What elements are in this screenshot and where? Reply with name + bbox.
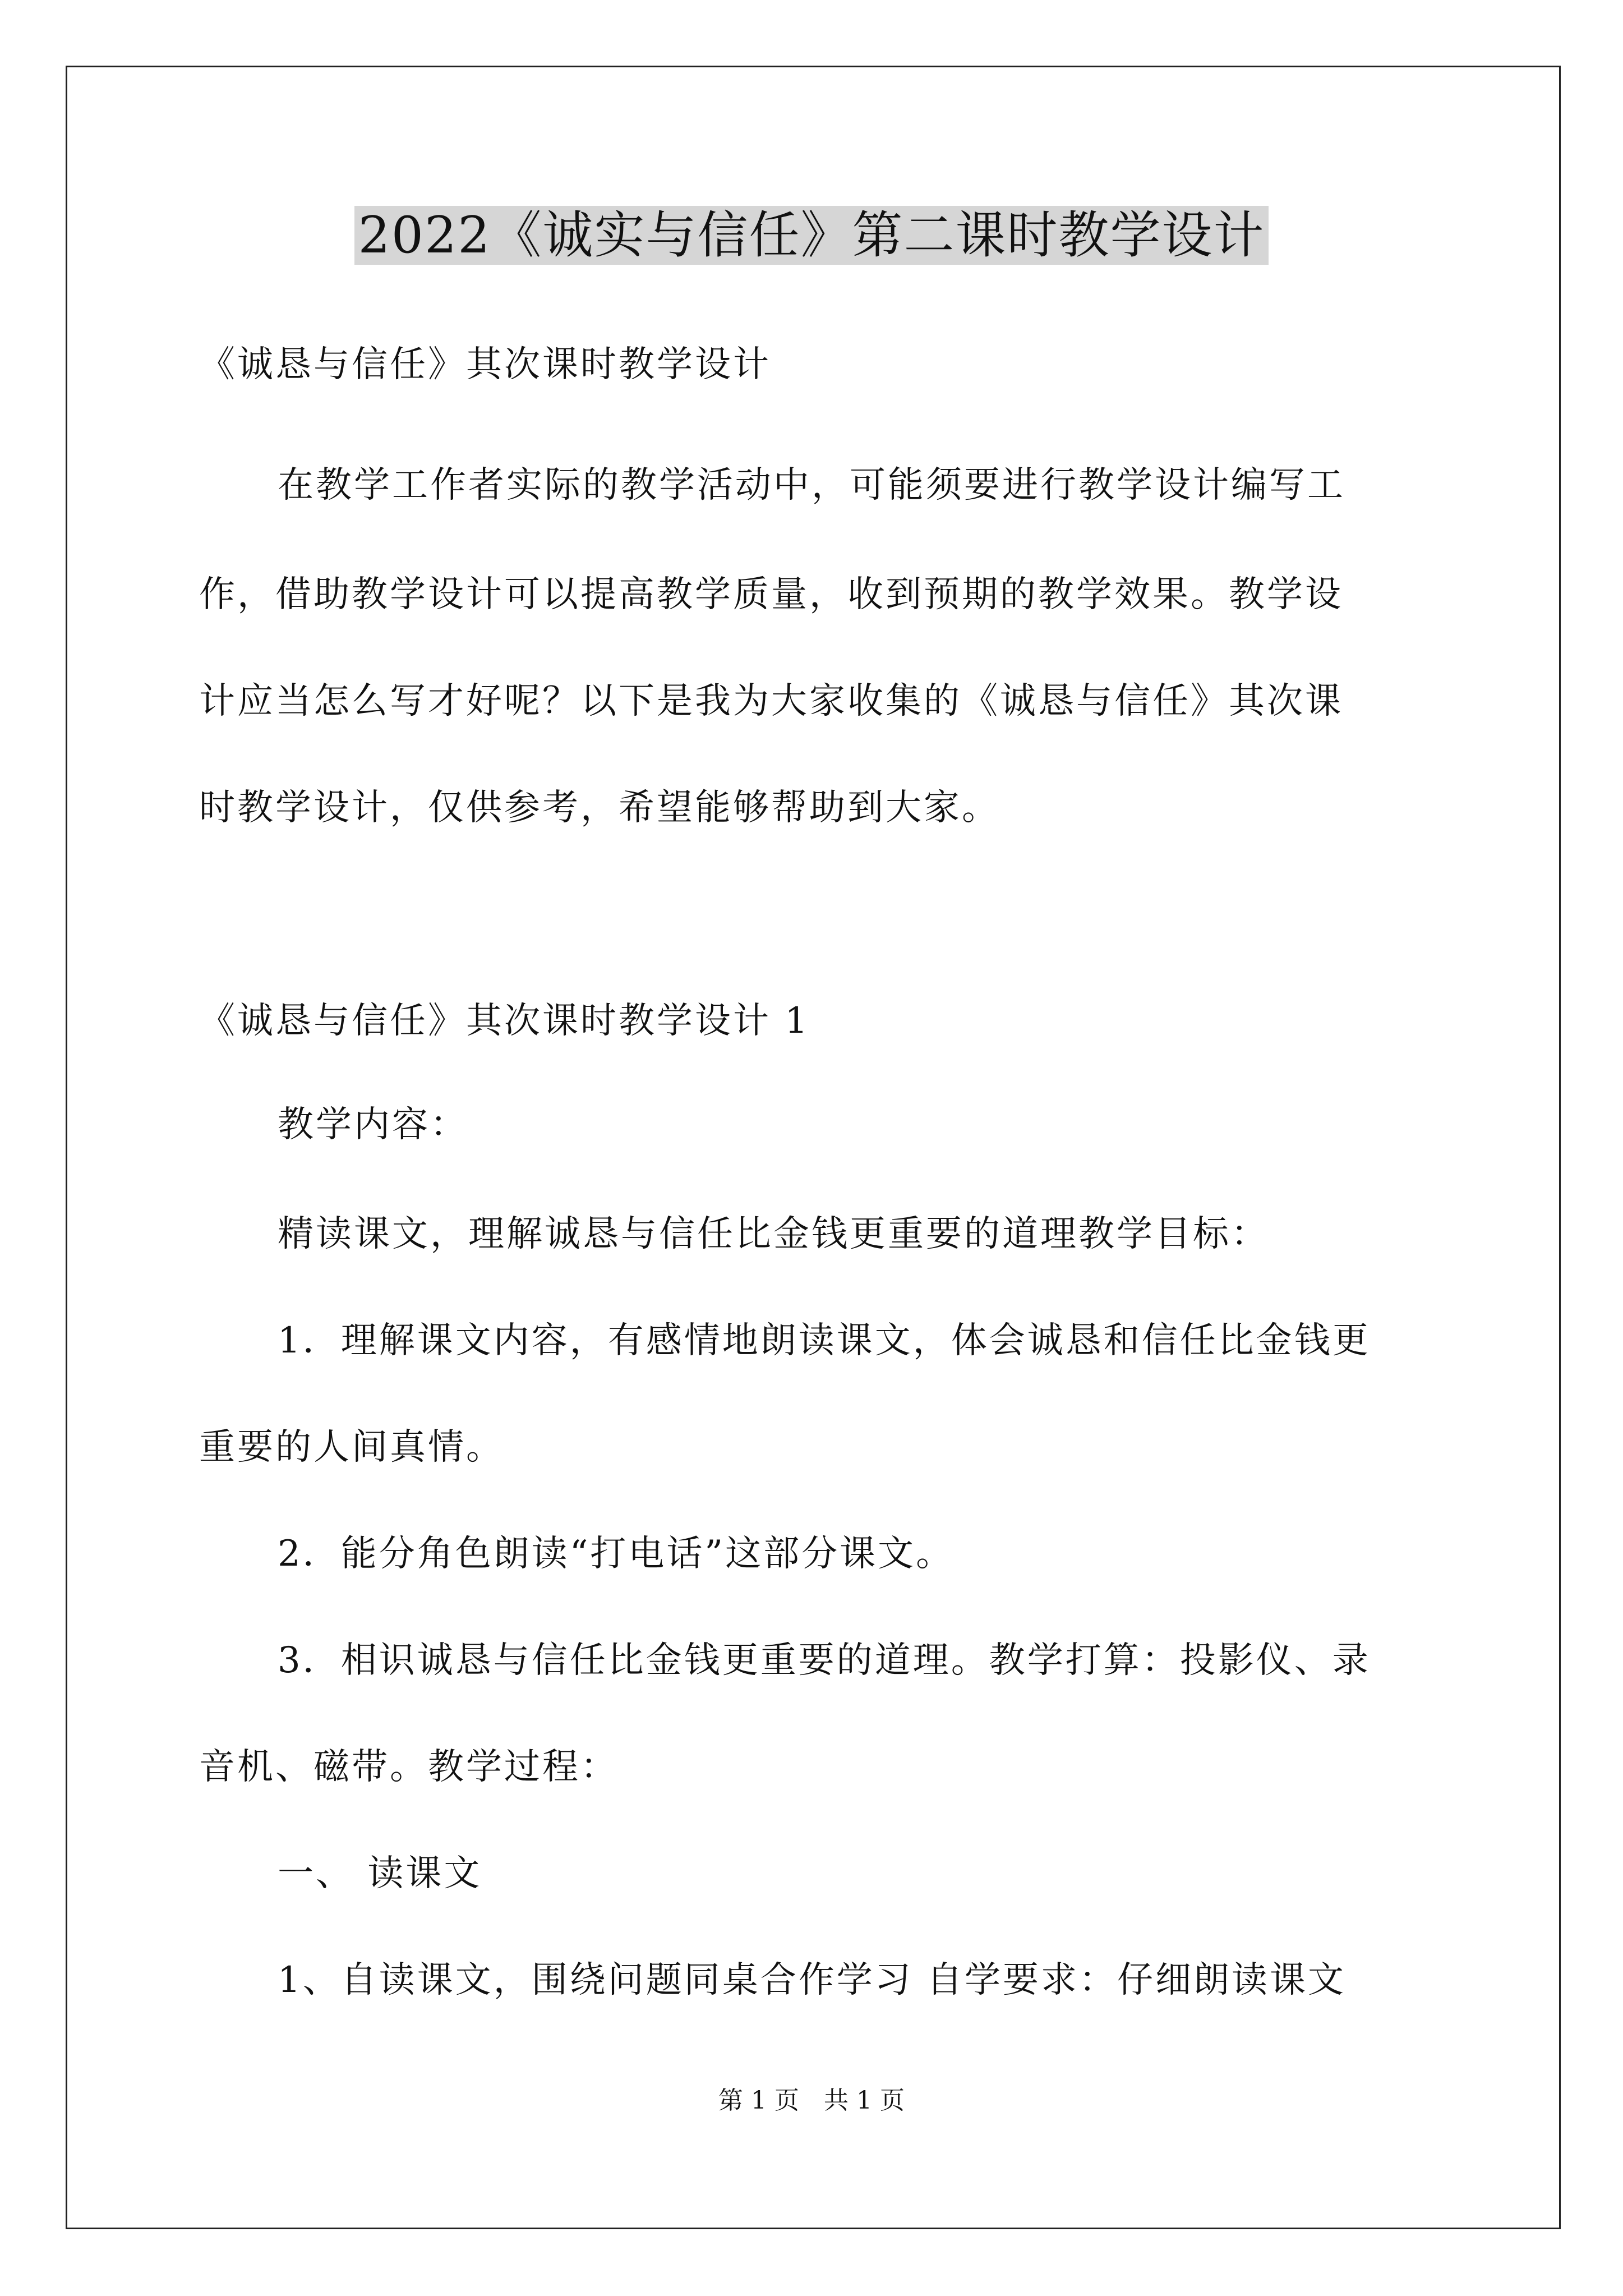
list-item-line: 音机、磁带。教学过程：	[199, 1746, 619, 1788]
paragraph-line: 1、自读课文，围绕问题同桌合作学习 自学要求：仔细朗读课文	[278, 1959, 1347, 2001]
list-item-line: 1．理解课文内容，有感情地朗读课文，体会诚恳和信任比金钱更	[278, 1320, 1371, 1361]
document-title-text: 2022《诚实与信任》第二课时教学设计	[354, 206, 1268, 265]
document-title	[0, 199, 1623, 272]
paragraph-line: 教学内容：	[278, 1104, 468, 1145]
list-item-line: 3．相识诚恳与信任比金钱更重要的道理。教学打算：投影仪、录	[278, 1640, 1371, 1681]
subtitle-line: 《诚恳与信任》其次课时教学设计	[199, 344, 771, 385]
paragraph-line: 在教学工作者实际的教学活动中，可能须要进行教学设计编写工	[278, 464, 1345, 506]
paragraph-line: 作，借助教学设计可以提高教学质量，收到预期的教学效果。教学设	[199, 574, 1343, 615]
page-footer: 第 1 页 共 1 页	[718, 2086, 905, 2115]
paragraph-line: 计应当怎么写才好呢？以下是我为大家收集的《诚恳与信任》其次课	[199, 680, 1343, 722]
section-subheading: 一、 读课文	[278, 1853, 482, 1894]
list-item-line: 重要的人间真情。	[199, 1427, 504, 1468]
paragraph-line: 时教学设计，仅供参考，希望能够帮助到大家。	[199, 787, 1000, 829]
list-item-line: 2．能分角色朗读“打电话”这部分课文。	[278, 1533, 955, 1575]
section-heading: 《诚恳与信任》其次课时教学设计 1	[199, 1000, 810, 1042]
paragraph-line: 精读课文，理解诚恳与信任比金钱更重要的道理教学目标：	[278, 1213, 1269, 1255]
